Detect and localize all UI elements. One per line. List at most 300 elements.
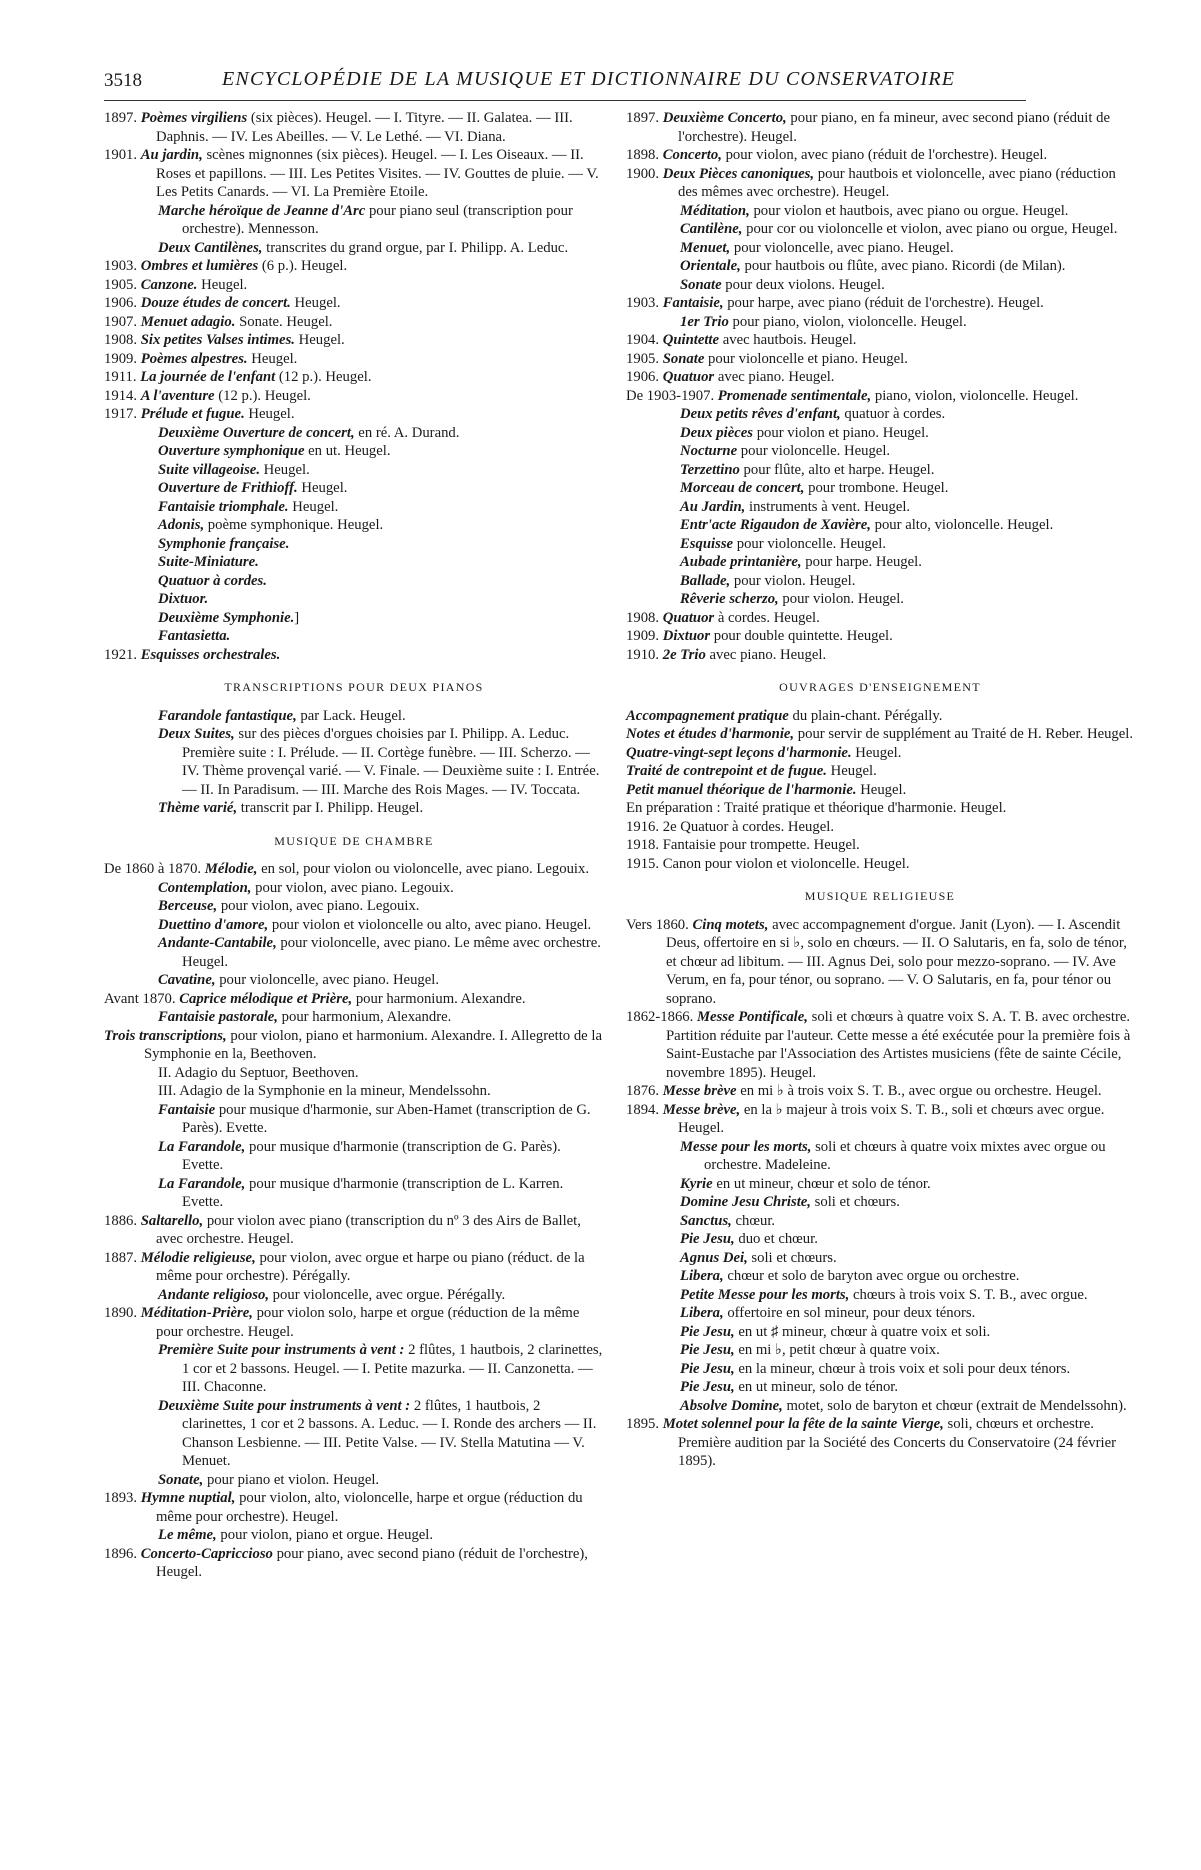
catalog-entry [104, 350, 604, 369]
entry-date: 1906. [626, 369, 663, 385]
work-title: Quatuor à cordes. [158, 572, 267, 589]
left-column [104, 109, 604, 1582]
section-heading: TRANSCRIPTIONS POUR DEUX PIANOS [224, 680, 484, 694]
entry-details: pour piano, en fa mineur, avec second piano (réduit de l'orchestre). Heugel. [678, 110, 1110, 145]
catalog-entry [104, 1249, 604, 1286]
work-title: Cavatine, [158, 972, 216, 988]
catalog-entry [104, 1526, 604, 1545]
work-title: Fantaisie triomphale. [158, 498, 289, 515]
entry-details: Heugel. [197, 276, 248, 293]
catalog-entry [626, 294, 1134, 313]
work-title: Libera, [680, 1268, 724, 1284]
catalog-entry [626, 1175, 1134, 1194]
work-title: Mélodie religieuse, [140, 1249, 256, 1266]
entry-details: pour piano, violon, violoncelle. Heugel. [728, 313, 967, 330]
catalog-entry [104, 461, 604, 480]
entry-date: 1921. [104, 646, 141, 663]
entry-details: pour musique d'harmonie, sur Aben-Hamet (transcription de G. Parès). Evette. [182, 1101, 591, 1136]
work-title: Contemplation, [158, 879, 252, 896]
work-title: Messe brève [662, 1083, 737, 1099]
entry-details: pour piano seul (transcription pour orchestre). Mennesson. [182, 202, 573, 237]
entry-details: quatuor à cordes. [840, 406, 946, 422]
work-title: Pie Jesu, [680, 1342, 735, 1358]
work-title: Menuet, [680, 239, 731, 256]
catalog-entry [626, 1082, 1134, 1101]
catalog-entry [104, 1471, 604, 1490]
entry-details: pour violon, avec piano (réduit de l'orchestre). Heugel. [721, 147, 1048, 163]
entry-date: 1911. [104, 369, 141, 385]
entry-details: pour double quintette. Heugel. [710, 628, 893, 644]
catalog-entry [626, 387, 1134, 406]
work-title: 2e Trio [662, 646, 706, 663]
catalog-entry [104, 442, 604, 461]
catalog-entry [104, 990, 604, 1009]
catalog-entry [626, 146, 1134, 165]
entry-details: motet, solo de baryton et chœur (extrait de Mendelssohn). [782, 1397, 1127, 1414]
entry-details: En préparation : Traité pratique et théorique d'harmonie. Heugel. [626, 800, 1007, 816]
entry-date: 1862-1866. [626, 1009, 694, 1025]
catalog-entry [626, 1138, 1134, 1175]
work-title: Symphonie française. [158, 535, 290, 552]
work-title: Ouverture de Frithioff. [158, 480, 298, 496]
entry-details: pour violon, avec piano. Legouix. [217, 898, 420, 914]
work-title: Deux Pièces canoniques, [662, 165, 815, 182]
entry-details: pour violon, piano et harmonium. Alexandre. I. Allegretto de la Symphonie en la, Beethoven. [144, 1027, 602, 1062]
catalog-entry [104, 1138, 604, 1175]
entry-date: 1890. [104, 1305, 141, 1321]
work-title: Entr'acte Rigaudon de Xavière, [680, 517, 871, 533]
entry-details: 2 flûtes, 1 hautbois, 2 clarinettes, 1 cor et 2 bassons. Heugel. — I. Petite mazurka. — II. Canzonetta. — III. Chaconne. [182, 1342, 603, 1395]
catalog-entry [626, 744, 1134, 763]
entry-date: 1909. [104, 350, 141, 367]
entry-details: soli et chœurs. [810, 1194, 900, 1210]
entry-details: en sol, pour violon ou violoncelle, avec piano. Legouix. [257, 861, 590, 877]
catalog-entry [104, 1101, 604, 1138]
catalog-entry [626, 553, 1134, 572]
entry-details: (12 p.). Heugel. [275, 369, 372, 385]
entry-details: transcrites du grand orgue, par I. Philipp. A. Leduc. [262, 239, 569, 256]
catalog-entry [626, 799, 1134, 818]
entry-details: à cordes. Heugel. [714, 609, 820, 626]
work-title: Fantaisie, [662, 295, 724, 311]
entry-date: De 1903-1907. [626, 387, 715, 404]
work-title: Accompagnement pratique [626, 707, 789, 724]
entry-details: Heugel. [851, 744, 902, 761]
work-title: Six petites Valses intimes. [140, 332, 295, 348]
catalog-entry [626, 762, 1134, 781]
work-title: Au jardin, [140, 147, 203, 163]
catalog-entry [626, 257, 1134, 276]
entry-details: pour hautbois ou flûte, avec piano. Ricordi (de Milan). [740, 258, 1066, 274]
catalog-entry [104, 609, 604, 628]
work-title: Domine Jesu Christe, [680, 1194, 811, 1210]
entry-date: 1908. [626, 609, 663, 626]
work-title: Première Suite pour instruments à vent : [158, 1342, 405, 1358]
work-title: Le même, [158, 1527, 217, 1543]
entry-date: 1906. [104, 295, 141, 311]
entry-details: pour violon et violoncelle ou alto, avec piano. Heugel. [268, 916, 592, 933]
entry-details: II. Adagio du Septuor, Beethoven. [158, 1064, 359, 1081]
running-title: ENCYCLOPÉDIE DE LA MUSIQUE ET DICTIONNAIRE DU CONSERVATOIRE [222, 68, 956, 90]
catalog-entry [626, 1267, 1134, 1286]
work-title: Aubade printanière, [680, 554, 802, 570]
entry-details: Heugel. [826, 763, 877, 779]
work-title: Dixtuor. [158, 591, 209, 607]
work-title: Fantasietta. [158, 628, 231, 644]
work-title: Nocturne [680, 443, 738, 459]
catalog-entry [104, 860, 604, 879]
entry-details: piano, violon, violoncelle. Heugel. [871, 387, 1079, 404]
catalog-entry [104, 725, 604, 799]
catalog-entry [626, 1415, 1134, 1471]
entry-date: 1905. [104, 276, 141, 293]
work-title: Absolve Domine, [680, 1397, 783, 1414]
work-title: Concerto, [662, 147, 722, 163]
work-title: Dixtuor [662, 628, 711, 644]
work-title: Andante-Cantabile, [158, 935, 277, 951]
work-title: Ballade, [680, 572, 731, 589]
catalog-entry [104, 1008, 604, 1027]
catalog-entry [626, 498, 1134, 517]
work-title: Quintette [662, 332, 720, 348]
work-title: Motet solennel pour la fête de la sainte Vierge, [662, 1416, 944, 1432]
entry-details: chœur et solo de baryton avec orgue ou orchestre. [723, 1268, 1020, 1284]
entry-details: Heugel. [290, 295, 341, 311]
entry-details: pour violon et piano. Heugel. [753, 424, 929, 441]
entry-details: soli et chœurs à quatre voix mixtes avec orgue ou orchestre. Madeleine. [704, 1138, 1106, 1173]
catalog-entry [104, 516, 604, 535]
catalog-entry [104, 1341, 604, 1397]
work-title: Méditation-Prière, [140, 1305, 253, 1321]
work-title: Agnus Dei, [680, 1249, 748, 1266]
work-title: Promenade sentimentale, [714, 387, 872, 404]
entry-date: 1900. [626, 165, 663, 182]
entry-details: (six pièces). Heugel. — I. Tityre. — II. Galatea. — III. Daphnis. — IV. Les Abeilles. — V. Le Lethé. — VI. Diana. [156, 110, 573, 145]
catalog-entry [626, 405, 1134, 424]
catalog-entry [104, 590, 604, 609]
work-title: La Farandole, [158, 1138, 246, 1155]
catalog-entry [104, 1064, 604, 1083]
work-title: Kyrie [680, 1175, 713, 1192]
catalog-entry [626, 1101, 1134, 1138]
entry-details: en mi ♭ à trois voix S. T. B., avec orgue ou orchestre. Heugel. [736, 1083, 1102, 1099]
work-title: Petite Messe pour les morts, [680, 1286, 850, 1303]
work-title: Deuxième Suite pour instruments à vent : [158, 1397, 411, 1414]
catalog-entry [626, 855, 1134, 874]
catalog-entry [104, 1397, 604, 1471]
work-title: Quatre-vingt-sept leçons d'harmonie. [626, 744, 852, 761]
work-title: Petit manuel théorique de l'harmonie. [626, 781, 857, 798]
entry-details: instruments à vent. Heugel. [745, 498, 911, 515]
work-title: Duettino d'amore, [158, 916, 269, 933]
catalog-entry [104, 897, 604, 916]
entry-details: Heugel. [297, 480, 348, 496]
catalog-entry [626, 590, 1134, 609]
catalog-entry [104, 257, 604, 276]
entry-date: 1895. [626, 1416, 663, 1432]
catalog-entry [626, 368, 1134, 387]
entry-date: 1908. [104, 332, 141, 348]
entry-details: soli et chœurs à quatre voix S. A. T. B. avec orchestre. Partition réduite par l'auteur. Cette messe a été exécutée pour la première fois à Saint-Eustache par l'Association des Artistes musiciens (fête de sainte Cécile, novembre 1895). Heugel. [666, 1009, 1131, 1081]
work-title: Menuet adagio. [140, 313, 236, 330]
catalog-entry [626, 609, 1134, 628]
work-title: Canzone. [140, 276, 198, 293]
catalog-entry [104, 1027, 604, 1064]
entry-details: duo et chœur. [734, 1231, 818, 1247]
entry-details: offertoire en sol mineur, pour deux ténors. [723, 1305, 976, 1321]
entry-details: poème symphonique. Heugel. [204, 517, 384, 533]
work-title: Orientale, [680, 258, 741, 274]
catalog-entry [626, 1286, 1134, 1305]
entry-date: Avant 1870. [104, 990, 176, 1007]
catalog-entry [626, 1304, 1134, 1323]
entry-date: 1901. [104, 147, 141, 163]
catalog-entry [626, 1360, 1134, 1379]
entry-details: chœur. [731, 1212, 776, 1229]
catalog-entry [104, 535, 604, 554]
entry-date: Vers 1860. [626, 916, 689, 933]
work-title: Pie Jesu, [680, 1231, 735, 1247]
entry-date: 1905. [626, 350, 663, 367]
section-heading: MUSIQUE DE CHAMBRE [274, 833, 434, 848]
work-title: Esquisse [680, 535, 734, 552]
catalog-entry [626, 1249, 1134, 1268]
entry-date: 1914. [104, 387, 141, 404]
entry-details: 1916. 2e Quatuor à cordes. Heugel. [626, 818, 835, 835]
catalog-entry [626, 1193, 1134, 1212]
catalog-entry [104, 934, 604, 971]
entry-details: en ut. Heugel. [304, 443, 391, 459]
catalog-entry [104, 109, 604, 146]
entry-details: avec accompagnement d'orgue. Janit (Lyon). — I. Ascendit Deus, offertoire en si ♭, solo en chœurs. — II. O Salutaris, en fa, solo de ténor, et chœur ad libitum. — III. Agnus Dei, solo pour mezzo-soprano. — IV. Ave Verum, en fa, pour ténor, ou soprano. — V. O Salutaris, en fa, pour ténor ou soprano. [666, 916, 1127, 1007]
work-title: Ouverture symphonique [158, 443, 305, 459]
entry-details: pour harmonium, Alexandre. [277, 1009, 452, 1025]
entry-details: pour violon avec piano (transcription du nº 3 des Airs de Ballet, avec orchestre. Heugel. [156, 1212, 581, 1247]
entry-details: Heugel. [244, 406, 295, 422]
work-title: Suite villageoise. [158, 461, 260, 478]
section-heading: MUSIQUE RELIGIEUSE [804, 889, 956, 903]
entry-date: 1886. [104, 1212, 141, 1229]
work-title: Traité de contrepoint et de fugue. [626, 763, 827, 779]
page-number: 3518 [104, 70, 142, 91]
catalog-entry [626, 1323, 1134, 1342]
catalog-entry [104, 1304, 604, 1341]
work-title: Sonate [662, 350, 705, 367]
entry-details: pour alto, violoncelle. Heugel. [870, 517, 1054, 533]
catalog-entry [626, 202, 1134, 221]
work-title: Hymne nuptial, [140, 1490, 236, 1506]
catalog-entry [104, 1175, 604, 1212]
catalog-entry [104, 202, 604, 239]
work-title: Cinq motets, [688, 916, 769, 933]
catalog-entry [626, 1397, 1134, 1416]
entry-details: pour violoncelle. Heugel. [733, 535, 887, 552]
catalog-entry [626, 239, 1134, 258]
catalog-entry [104, 916, 604, 935]
entry-details: Heugel. [260, 461, 310, 478]
catalog-entry [626, 707, 1134, 726]
work-title: Quatuor [662, 609, 715, 626]
work-title: Marche héroïque de Jeanne d'Arc [158, 202, 366, 219]
entry-details: pour hautbois et violoncelle, avec piano (réduction des mêmes avec orchestre). Heugel. [678, 165, 1116, 200]
entry-details: en la mineur, chœur à trois voix et soli pour deux ténors. [734, 1360, 1071, 1377]
work-title: Deuxième Concerto, [662, 110, 787, 126]
catalog-entry [104, 879, 604, 898]
work-title: Deux pièces [680, 424, 754, 441]
catalog-entry [626, 165, 1134, 202]
catalog-entry [626, 442, 1134, 461]
entry-details: Heugel. [856, 781, 907, 798]
catalog-entry [626, 916, 1134, 1009]
work-title: Suite-Miniature. [158, 554, 259, 570]
work-title: 1er Trio [680, 313, 729, 330]
catalog-entry [104, 146, 604, 202]
entry-date: 1909. [626, 628, 663, 644]
entry-details: soli et chœurs. [747, 1249, 837, 1266]
entry-details: pour violon, avec orgue et harpe ou piano (réduct. de la même pour orchestre). Pérégally. [156, 1249, 585, 1284]
work-title: Deux Suites, [158, 726, 235, 742]
catalog-entry [104, 313, 604, 332]
entry-details: avec piano. Heugel. [714, 369, 835, 385]
entry-details: pour violoncelle, avec orgue. Pérégally. [269, 1286, 506, 1303]
entry-details: scènes mignonnes (six pièces). Heugel. — I. Les Oiseaux. — II. Roses et papillons. — III. Les Petites Visites. — IV. Gouttes de pluie. — V. Les Petits Canards. — VI. La Première Etoile. [156, 147, 599, 200]
catalog-entry [626, 1341, 1134, 1360]
entry-details: par Lack. Heugel. [296, 707, 406, 724]
catalog-entry [104, 1545, 604, 1582]
catalog-entry [104, 387, 604, 406]
catalog-entry [626, 331, 1134, 350]
work-title: Sanctus, [680, 1212, 732, 1229]
work-title: Andante religioso, [158, 1286, 269, 1303]
work-title: Libera, [680, 1305, 724, 1321]
work-title: Terzettino [680, 461, 740, 478]
catalog-entry [626, 350, 1134, 369]
work-title: Messe pour les morts, [680, 1138, 812, 1155]
entry-date: 1897. [626, 110, 663, 126]
work-title: Thème varié, [158, 800, 238, 816]
catalog-entry [104, 553, 604, 572]
entry-details: (12 p.). Heugel. [214, 387, 311, 404]
entry-details: pour musique d'harmonie (transcription de G. Parès). Evette. [182, 1138, 561, 1173]
work-title: Notes et études d'harmonie, [626, 726, 795, 742]
entry-details: pour piano, avec second piano (réduit de l'orchestre), Heugel. [156, 1545, 588, 1580]
work-title: Douze études de concert. [140, 295, 291, 311]
entry-details: en ut mineur, solo de ténor. [734, 1379, 899, 1395]
entry-details: en ut mineur, chœur et solo de ténor. [712, 1175, 931, 1192]
entry-details: en ut ♯ mineur, chœur à quatre voix et soli. [734, 1323, 991, 1340]
catalog-entry [104, 627, 604, 646]
entry-details: chœurs à trois voix S. T. B., avec orgue. [849, 1286, 1088, 1303]
work-title: Morceau de concert, [680, 480, 805, 496]
catalog-entry [104, 331, 604, 350]
section-heading: OUVRAGES D'ENSEIGNEMENT [779, 680, 981, 694]
entry-details: transcrit par I. Philipp. Heugel. [237, 800, 424, 816]
entry-details: 1918. Fantaisie pour trompette. Heugel. [626, 837, 860, 853]
entry-details: avec hautbois. Heugel. [719, 332, 857, 348]
catalog-entry [104, 646, 604, 665]
work-title: Mélodie, [201, 861, 258, 877]
page-header [104, 70, 1024, 96]
catalog-entry [104, 707, 604, 726]
work-title: Sonate, [158, 1471, 204, 1488]
entry-details: ] [294, 609, 300, 626]
work-title: Quatuor [662, 369, 715, 385]
entry-details: (6 p.). Heugel. [258, 258, 348, 274]
entry-details: pour servir de supplément au Traité de H. Reber. Heugel. [794, 726, 1134, 742]
entry-details: pour violoncelle, avec piano. Heugel. [215, 972, 440, 988]
catalog-entry [626, 535, 1134, 554]
entry-details: pour violon, piano et orgue. Heugel. [216, 1527, 434, 1543]
work-title: Cantilène, [680, 221, 743, 237]
entry-details: soli, chœurs et orchestre. Première audition par la Société des Concerts du Conservatoire (24 février 1895). [678, 1416, 1117, 1469]
work-title: Pie Jesu, [680, 1379, 735, 1395]
entry-date: 1894. [626, 1101, 663, 1118]
entry-details: sur des pièces d'orgues choisies par I. Philipp. A. Leduc. Première suite : I. Prélude. — II. Cortège funèbre. — III. Scherzo. — IV. Thème provençal varié. — V. Finale. — Deuxième suite : I. Entrée. — II. In Paradisum. — III. Marche des Rois Mages. — IV. Toccata. [182, 726, 600, 798]
work-title: Saltarello, [140, 1212, 204, 1229]
catalog-entry [104, 1489, 604, 1526]
entry-details: du plain-chant. Pérégally. [788, 707, 943, 724]
catalog-entry [104, 498, 604, 517]
catalog-entry [626, 276, 1134, 295]
entry-details: pour violon, avec piano. Legouix. [251, 879, 454, 896]
header-rule [104, 100, 1026, 101]
entry-date: 1897. [104, 110, 141, 126]
entry-details: pour flûte, alto et harpe. Heugel. [739, 461, 935, 478]
catalog-entry [626, 725, 1134, 744]
catalog-entry [626, 646, 1134, 665]
work-title: Berceuse, [158, 898, 218, 914]
catalog-entry [104, 1286, 604, 1305]
entry-details: Heugel. [247, 350, 298, 367]
catalog-entry [104, 368, 604, 387]
entry-date: 1907. [104, 313, 141, 330]
work-title: Prélude et fugue. [140, 406, 245, 422]
work-title: Deuxième Symphonie. [158, 609, 295, 626]
catalog-entry [626, 313, 1134, 332]
catalog-entry [626, 109, 1134, 146]
entry-details: pour violon solo, harpe et orgue (réduction de la même pour orchestre. Heugel. [156, 1305, 580, 1340]
entry-date: 1893. [104, 1490, 141, 1506]
entry-details: pour trombone. Heugel. [804, 480, 949, 496]
catalog-entry [104, 971, 604, 990]
catalog-entry [626, 424, 1134, 443]
entry-date: 1903. [104, 258, 141, 274]
catalog-entry [104, 294, 604, 313]
catalog-entry [104, 799, 604, 818]
catalog-entry [626, 572, 1134, 591]
entry-details: pour violoncelle, avec piano. Le même avec orchestre. Heugel. [182, 935, 601, 970]
entry-details: pour piano et violon. Heugel. [203, 1471, 380, 1488]
work-title: Pie Jesu, [680, 1323, 735, 1340]
work-title: Messe Pontificale, [693, 1009, 808, 1025]
entry-date: De 1860 à 1870. [104, 861, 202, 877]
catalog-entry [626, 461, 1134, 480]
catalog-entry [104, 479, 604, 498]
catalog-entry [626, 220, 1134, 239]
work-title: Deux Cantilènes, [158, 239, 263, 256]
entry-details: pour harpe, avec piano (réduit de l'orchestre). Heugel. [723, 295, 1044, 311]
entry-date: 1917. [104, 406, 141, 422]
entry-details: pour violoncelle, avec piano. Heugel. [730, 239, 954, 256]
entry-details: en mi ♭, petit chœur à quatre voix. [734, 1342, 940, 1358]
catalog-entry [626, 1008, 1134, 1082]
work-title: Fantaisie pastorale, [158, 1009, 278, 1025]
entry-details: III. Adagio de la Symphonie en la mineur, Mendelssohn. [158, 1083, 491, 1099]
entry-details: pour violon et hautbois, avec piano ou orgue. Heugel. [749, 202, 1069, 219]
catalog-entry [626, 781, 1134, 800]
entry-date: 1903. [626, 295, 663, 311]
entry-details: pour harmonium. Alexandre. [352, 990, 526, 1007]
